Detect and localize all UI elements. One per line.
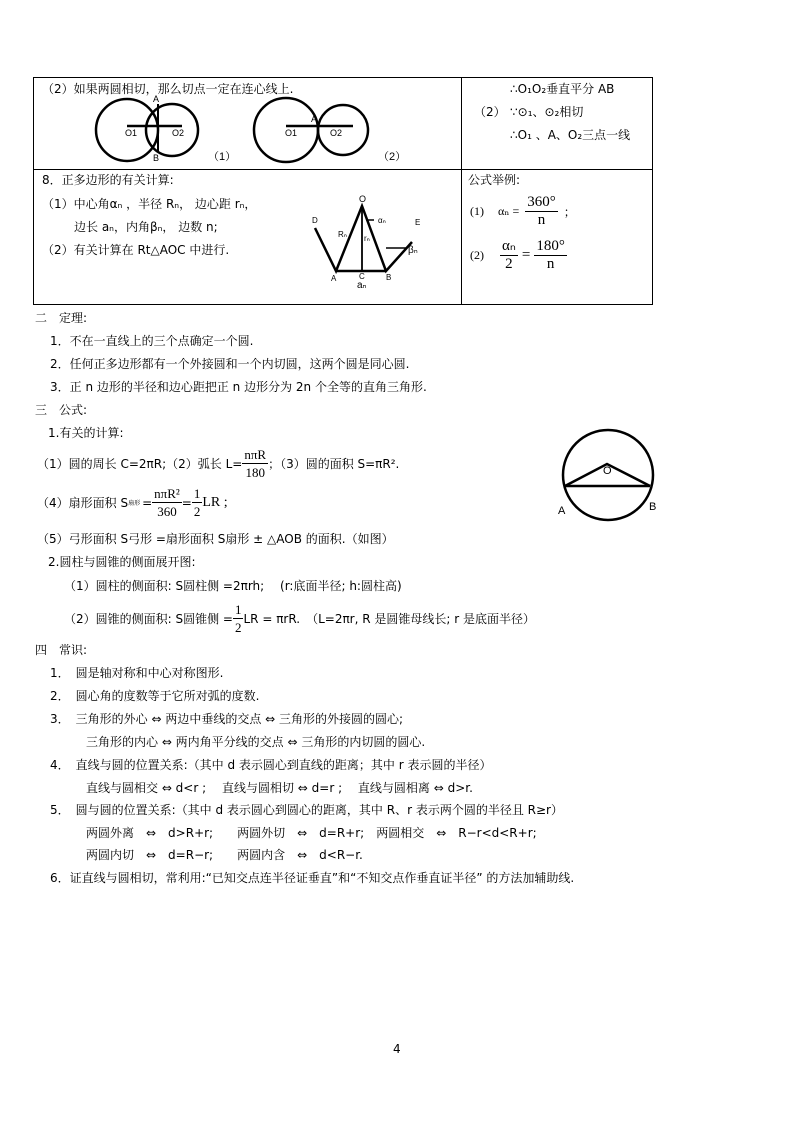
svg-text:αₙ: αₙ: [378, 216, 386, 225]
area-formula: ；（3）圆的面积 S=πR².: [268, 457, 400, 471]
fact-5-cases-a: 两圆外离 ⇔ d>R+r; 两圆外切 ⇔ d=R+r; 两圆相交 ⇔ R−r<d<R+r;: [50, 826, 537, 840]
arc-length-fraction: $\frac{\text{nπR}}{180}$: [244, 447, 267, 480]
svg-text:aₙ: aₙ: [357, 280, 367, 291]
formula-2-right-fraction: $\frac{180^\circ}{n}$: [536, 238, 565, 272]
polygon-line-3: （2）有关计算在 Rt△AOC 中进行.: [42, 243, 230, 257]
formula-1-lhs: αₙ =: [498, 204, 520, 218]
common-knowledge-heading: 四 常识:: [35, 643, 88, 657]
formula-examples-title: 公式举例:: [468, 173, 521, 187]
fact-6: 6．证直线与圆相切，常利用:“已知交点连半径证垂直”和“不知交点作垂直证半径” 的方法加辅助线.: [50, 871, 575, 885]
half-fraction: $\frac{1}{2}$: [193, 486, 201, 519]
fact-1: 1． 圆是轴对称和中心对称图形.: [50, 666, 224, 680]
svg-text:Rₙ: Rₙ: [338, 230, 347, 239]
svg-text:βₙ: βₙ: [408, 245, 418, 256]
polygon-section-title: 8．正多边形的有关计算:: [42, 173, 174, 187]
cylinder-lateral-area: （1）圆柱的侧面积: S圆柱侧 =2πrh; (r:底面半径; h:圆柱高): [64, 579, 402, 593]
tangent-circles-figures: [90, 90, 420, 165]
polygon-line-1: （1）中心角αₙ ，半径 Rₙ， 边心距 rₙ，: [42, 197, 257, 211]
fact-3b: 三角形的内心 ⇔ 两内角平分线的交点 ⇔ 三角形的内切圆的圆心.: [50, 735, 426, 749]
svg-text:O2: O2: [330, 128, 343, 138]
sector-area-label: （4）扇形面积 S: [37, 496, 129, 510]
formula-2-left-fraction: $\frac{\text{αₙ}}{2}$: [502, 238, 516, 272]
svg-text:A: A: [331, 274, 337, 283]
theorem-3: 3．正 n 边形的半径和边心距把正 n 边形分为 2n 个全等的直角三角形.: [50, 380, 427, 394]
fact-4: 4． 直线与圆的位置关系:（其中 d 表示圆心到直线的距离；其中 r 表示圆的半径）: [50, 758, 492, 772]
svg-text:B: B: [153, 153, 160, 163]
formula-1-label: (1): [470, 204, 484, 218]
fact-4-cases: 直线与圆相交 ⇔ d<r ; 直线与圆相切 ⇔ d=r ; 直线与圆相离 ⇔ d>r.: [50, 781, 473, 795]
tangent-circles-diagram: [254, 98, 406, 163]
intersecting-circles-diagram: [96, 94, 236, 163]
svg-text:B: B: [649, 501, 657, 513]
page-number: 4: [393, 1042, 401, 1056]
sector-area-line: [37, 485, 228, 520]
theorems-heading: 二 定理:: [35, 311, 88, 325]
svg-text:（2）: （2）: [378, 151, 407, 163]
svg-text:D: D: [312, 216, 318, 225]
formula-1-fraction: $\frac{360^\circ}{n}$: [527, 194, 556, 228]
tangent-circles-statement: （2）如果两圆相切，那么切点一定在连心线上.: [42, 82, 294, 96]
circle-formulas-line: [37, 446, 399, 481]
polygon-line-2: 边长 aₙ，内角βₙ， 边数 n;: [74, 220, 218, 234]
formulas-heading: 三 公式:: [35, 403, 88, 417]
fact-5-cases-b: 两圆内切 ⇔ d=R−r; 两圆内含 ⇔ d<R−r.: [50, 848, 363, 862]
theorem-2: 2．任何正多边形都有一个外接圆和一个内切圆，这两个圆是同心圆.: [50, 357, 410, 371]
table-column-divider: [461, 78, 462, 304]
fact-3a: 3． 三角形的外心 ⇔ 两边中垂线的交点 ⇔ 三角形的外接圆的圆心;: [50, 712, 404, 726]
svg-text:E: E: [415, 218, 421, 227]
svg-text:O1: O1: [285, 128, 298, 138]
proof-case-label: （2）: [474, 105, 506, 119]
circumference-formula: （1）圆的周长 C=2πR;（2）弧长 L=: [37, 457, 243, 471]
fact-2: 2． 圆心角的度数等于它所对弧的度数.: [50, 689, 260, 703]
calculations-subheading: 1.有关的计算:: [48, 426, 124, 440]
equals-sign: =: [181, 495, 192, 510]
svg-text:（1）: （1）: [208, 151, 237, 163]
fact-5: 5． 圆与圆的位置关系:（其中 d 表示圆心到圆心的距离，其中 R、r 表示两个圆的半径且 R≥r）: [50, 803, 563, 817]
central-angle-formula: [470, 194, 576, 229]
svg-text:rₙ: rₙ: [364, 234, 370, 243]
proof-line-1: ∴O₁O₂垂直平分 AB: [510, 82, 615, 96]
cone-half-fraction: $\frac{1}{2}$: [234, 602, 242, 635]
regular-polygon-diagram: [300, 185, 440, 291]
svg-text:O: O: [359, 194, 367, 204]
circular-segment-diagram: [555, 430, 665, 520]
svg-text:C: C: [359, 272, 365, 281]
formula-1-tail: ；: [563, 205, 576, 219]
cone-lateral-area: [64, 601, 535, 636]
sector-area-tail: LR ;: [202, 494, 228, 510]
svg-text:A: A: [311, 114, 318, 124]
table-row-divider: [34, 169, 652, 170]
half-angle-formula: [470, 238, 567, 273]
proof-line-3: ∴O₁ 、A、O₂三点一线: [510, 128, 631, 142]
theorem-1: 1．不在一直线上的三个点确定一个圆.: [50, 334, 254, 348]
proof-line-2: ∵⊙₁、⊙₂相切: [510, 105, 584, 119]
segment-area-formula: （5）弓形面积 S弓形 =扇形面积 S扇形 ± △AOB 的面积.（如图）: [37, 532, 394, 546]
lateral-surface-subheading: 2.圆柱与圆锥的侧面展开图:: [48, 555, 196, 569]
sector-area-fraction: $\frac{\text{nπR²}}{360}$: [154, 486, 180, 519]
equals-sign: =: [142, 495, 153, 510]
formula-2-label: (2): [470, 248, 484, 262]
sector-subscript: 扇形: [128, 500, 141, 507]
cone-area-label: （2）圆锥的侧面积: S圆锥侧 =: [64, 612, 233, 626]
svg-text:O: O: [603, 465, 612, 477]
svg-text:B: B: [386, 273, 392, 282]
svg-text:O2: O2: [172, 128, 185, 138]
svg-text:A: A: [153, 94, 160, 104]
svg-text:A: A: [558, 505, 566, 517]
cone-area-tail: LR = πrR. （L=2πr, R 是圆锥母线长; r 是底面半径）: [243, 612, 535, 626]
svg-text:O1: O1: [125, 128, 138, 138]
formula-2-equals: =: [521, 247, 531, 263]
